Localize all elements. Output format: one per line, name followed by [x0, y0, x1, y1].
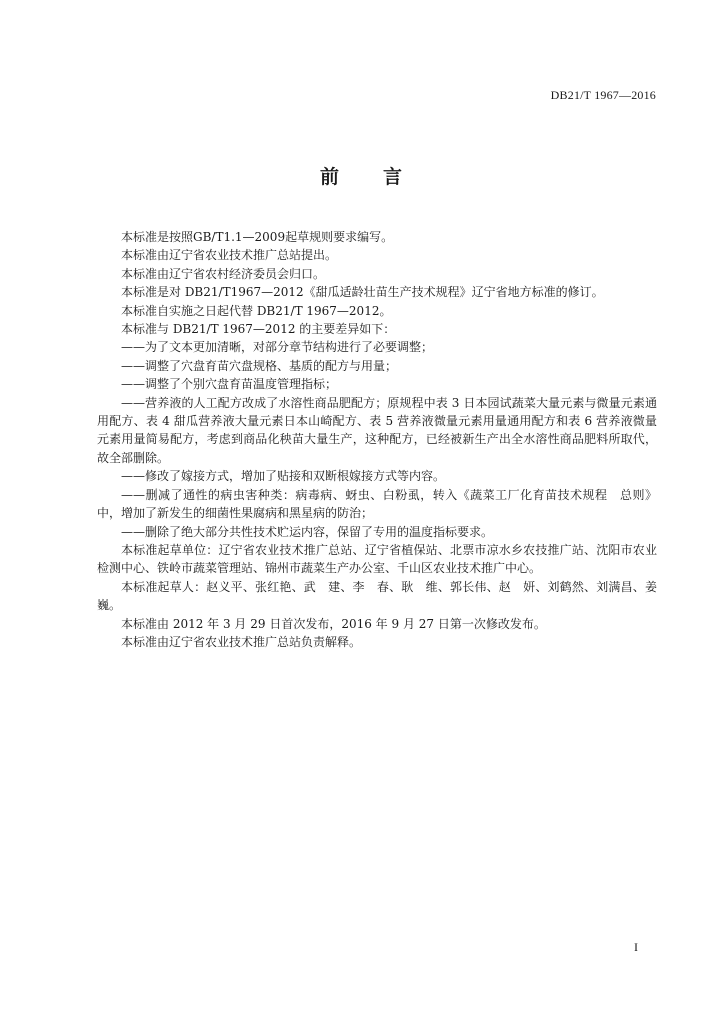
list-item-difference-1: ——为了文本更加清晰，对部分章节结构进行了必要调整；	[121, 340, 434, 355]
list-item-difference-7: ——删除了绝大部分共性技术贮运内容，保留了专用的温度指标要求。	[121, 524, 494, 539]
paragraph-revision-of: 本标准是对 DB21/T1967—2012《甜瓜适龄壮苗生产技术规程》辽宁省地方标准的修订。	[121, 285, 604, 300]
page-title: 前 言	[319, 166, 404, 188]
list-item-difference-6: ——删减了通性的病虫害种类：病毒病、蚜虫、白粉虱，转入《蔬菜工厂化育苗技术规程 总则》中，增加了新发生的细菌性果腐病和黑星病的防治；	[97, 487, 657, 521]
page-number: I	[634, 940, 638, 954]
paragraph-replaces: 本标准自实施之日起代替 DB21/T 1967—2012。	[121, 303, 392, 318]
list-item-difference-4: ——营养液的人工配方改成了水溶性商品肥配方；原规程中表 3 日本园试蔬菜大量元素与微量元素通用配方、表 4 甜瓜营养液大量元素日本山崎配方、表 5 营养液微量元素用量通用配方和表 6 营养液微量元素用量简易配方，考虑到商品化秧苗大量生产，这种配方，已经被新生产出全水溶性商品肥料所取代，故全部删除。	[97, 395, 657, 465]
paragraph-publication-history: 本标准由 2012 年 3 月 29 日首次发布，2016 年 9 月 27 日第一次修改发布。	[121, 616, 546, 631]
list-item-difference-5: ——修改了嫁接方式，增加了贴接和双断根嫁接方式等内容。	[121, 469, 446, 484]
list-item-difference-3: ——调整了个别穴盘育苗温度管理指标；	[121, 377, 338, 392]
paragraph-drafting-rules: 本标准是按照GB/T1.1—2009起草规则要求编写。	[121, 230, 394, 244]
paragraph-interpretation: 本标准由辽宁省农业技术推广总站负责解释。	[121, 634, 362, 649]
document-code: DB21/T 1967—2016	[550, 88, 656, 102]
paragraph-drafters: 本标准起草人：赵义平、张红艳、武 建、李 春、耿 维、郭长伟、赵 妍、刘鹤然、刘满昌、姜 巍。	[97, 579, 670, 613]
foreword-body	[97, 228, 670, 651]
paragraph-differences-intro: 本标准与 DB21/T 1967—2012 的主要差异如下：	[121, 322, 396, 337]
paragraph-drafting-units: 本标准起草单位：辽宁省农业技术推广总站、辽宁省植保站、北票市凉水乡农技推广站、沈阳市农业检测中心、铁岭市蔬菜管理站、锦州市蔬菜生产办公室、千山区农业技术推广中心。	[97, 542, 657, 576]
paragraph-administrator: 本标准由辽宁省农村经济委员会归口。	[121, 266, 326, 281]
list-item-difference-2: ——调整了穴盘育苗穴盘规格、基质的配方与用量；	[121, 358, 398, 373]
paragraph-proposer: 本标准由辽宁省农业技术推广总站提出。	[121, 248, 338, 263]
